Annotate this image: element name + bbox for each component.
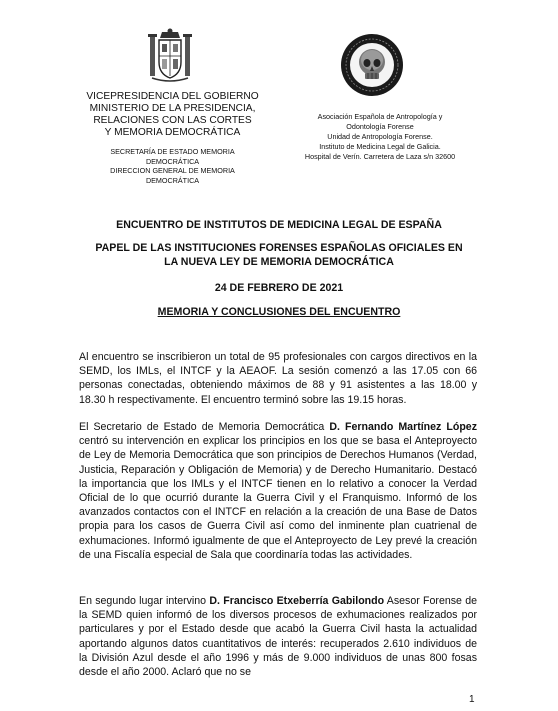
p3-text-start: En segundo lugar intervino (79, 595, 210, 607)
p2-text-rest: centró su intervención en explicar los principios en los que se basa el Anteproyecto de Ley de Memoria Democrática que son principios de Derechos Humanos (Verdad, Justicia, Reparación y Obligación de Memoria) y de Derecho Humanitario. Destacó la importancia que los IMLs y el INTCF tienen en lo relativo a conocer la Verdad Oficial de lo que ocurrió durante la Guerra Civil y el Franquismo. Informó de los avanzados contactos con el INTCF en relación a la creación de una Base de Datos propia para los casos de Guerra Civil así como del inminente plan cuatrienal de exhumaciones. Informó igualmente de que el Anteproyecto de Ley prevé la creación de una Fiscalía especial de Sala que coordinaría todas las actividades. (79, 435, 477, 561)
government-header (70, 91, 275, 185)
gov-subheader (70, 147, 275, 185)
assoc-line-3: Unidad de Antropología Forense. (327, 132, 433, 141)
assoc-line-2: Odontología Forense (346, 122, 414, 131)
p3-text-rest: Asesor Forense de la SEMD quien informó de los diversos procesos de exhumaciones realizados por particulares y por el Estado desde que acabó la Guerra Civil hasta la actualidad aportando algunos datos cuantitativos de interés: recuperados 2.610 individuos de la División Azul desde el año 1996 y más de 9.000 individuos de unas 800 fosas desde el año 2000. Aclaró que no se (79, 595, 477, 679)
gov-sub-line-2: DEMOCRÁTICA (145, 156, 200, 166)
subtitle-line-2: LA NUEVA LEY DE MEMORIA DEMOCRÁTICA (164, 256, 394, 268)
paragraph-secretary (79, 420, 477, 562)
gov-sub-line-4: DEMOCRÁTICA (145, 175, 200, 185)
speaker-name-1: D. Fernando Martínez López (329, 421, 477, 433)
paragraph-attendance: Al encuentro se inscribieron un total de 95 profesionales con cargos directivos en la SEMD, los IMLs, el INTCF y la AEAOF. La sesión comenzó a las 17.05 con 66 personas conectadas, obteniendo máximos de 88 y 91 asistentes a las 18.00 y 18.30 h respectivamente. El encuentro terminó sobre las 19.15 horas. (79, 351, 477, 406)
gov-line-2: MINISTERIO DE LA PRESIDENCIA, (89, 103, 256, 114)
gov-sub-line-3: DIRECCION GENERAL DE MEMORIA (110, 166, 235, 175)
gov-line-1: VICEPRESIDENCIA DEL GOBIERNO (86, 91, 259, 102)
speaker-name-2: D. Francisco Etxeberría Gabilondo (209, 595, 385, 607)
assoc-line-4: Instituto de Medicina Legal de Galicia. (319, 142, 441, 151)
gov-line-4: Y MEMORIA DEMOCRÁTICA (104, 127, 241, 138)
meeting-title: ENCUENTRO DE INSTITUTOS DE MEDICINA LEGAL DE ESPAÑA (116, 219, 442, 231)
section-heading: MEMORIA Y CONCLUSIONES DEL ENCUENTRO (157, 306, 401, 318)
p2-text-start: El Secretario de Estado de Memoria Democrática (79, 421, 330, 433)
coat-of-arms-icon (148, 28, 192, 84)
paragraph-forensic-advisor (79, 594, 477, 679)
association-header (275, 112, 485, 162)
gov-sub-line-1: SECRETARÍA DE ESTADO MEMORIA (110, 147, 235, 156)
subtitle-line-1: PAPEL DE LAS INSTITUCIONES FORENSES ESPAÑOLAS OFICIALES EN (95, 242, 463, 254)
page-number: 1 (469, 694, 475, 705)
document-subtitle (0, 241, 558, 269)
gov-line-3: RELACIONES CON LAS CORTES (93, 115, 252, 126)
assoc-line-1: Asociación Española de Antropología y (317, 112, 443, 121)
skull-seal-icon (339, 32, 405, 98)
assoc-line-5: Hospital de Verín. Carretera de Laza s/n 32600 (304, 152, 456, 161)
meeting-date: 24 DE FEBRERO DE 2021 (214, 282, 344, 294)
